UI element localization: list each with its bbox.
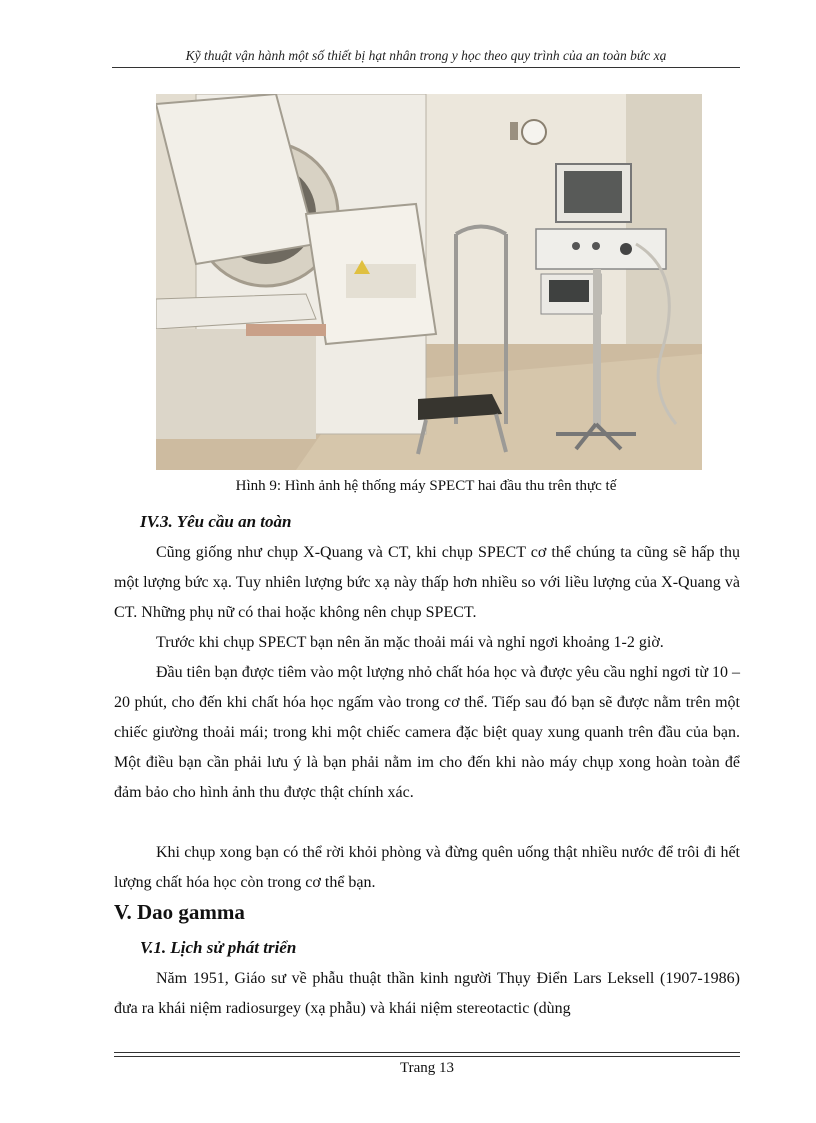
section-heading-v: V. Dao gamma bbox=[114, 900, 245, 924]
footer-divider-thin bbox=[114, 1056, 740, 1057]
paragraph-procedure: Đầu tiên bạn được tiêm vào một lượng nhỏ chất hóa học và được yêu cầu nghỉ ngơi từ 10 – 20 phút, cho đến khi chất hóa học ngấm vào trong cơ thể. Tiếp sau đó bạn sẽ được nằm trên một chiếc giường thoải mái; trong khi một chiếc camera đặc biệt quay xung quanh trên đầu của bạn. Một điều bạn cần phải lưu ý là bạn phải nằm im cho đến khi nào máy chụp xong hoàn toàn để đảm bảo cho hình ảnh thu được thật chính xác. bbox=[114, 664, 740, 801]
figure-caption: Hình 9: Hình ảnh hệ thống máy SPECT hai đầu thu trên thực tế bbox=[235, 478, 617, 494]
section-heading-iv3: IV.3. Yêu cầu an toàn bbox=[140, 512, 292, 531]
spect-photo bbox=[156, 94, 702, 470]
page-number: Trang 13 bbox=[399, 1060, 455, 1076]
section-heading-v1: V.1. Lịch sử phát triển bbox=[140, 938, 297, 957]
paragraph-history: Năm 1951, Giáo sư về phẫu thuật thần kinh người Thụy Điển Lars Leksell (1907-1986) đưa ra khái niệm radiosurgey (xạ phẫu) và khái niệm stereotactic (dùng bbox=[114, 970, 740, 1017]
header-divider bbox=[112, 67, 740, 68]
paragraph-after-scan: Khi chụp xong bạn có thể rời khỏi phòng và đừng quên uống thật nhiều nước để trôi đi hết lượng chất hóa học còn trong cơ thể bạn. bbox=[114, 844, 740, 891]
page-header: Kỹ thuật vận hành một số thiết bị hạt nhân trong y học theo quy trình của an toàn bức xạ bbox=[185, 48, 667, 63]
footer-divider bbox=[114, 1052, 740, 1053]
paragraph-radiation-dose: Cũng giống như chụp X-Quang và CT, khi chụp SPECT cơ thể chúng ta cũng sẽ hấp thụ một lượng bức xạ. Tuy nhiên lượng bức xạ này thấp hơn nhiều so với liều lượng của X-Quang và CT. Những phụ nữ có thai hoặc không nên chụp SPECT. bbox=[114, 544, 740, 621]
paragraph-preparation: Trước khi chụp SPECT bạn nên ăn mặc thoải mái và nghỉ ngơi khoảng 1-2 giờ. bbox=[156, 634, 664, 651]
